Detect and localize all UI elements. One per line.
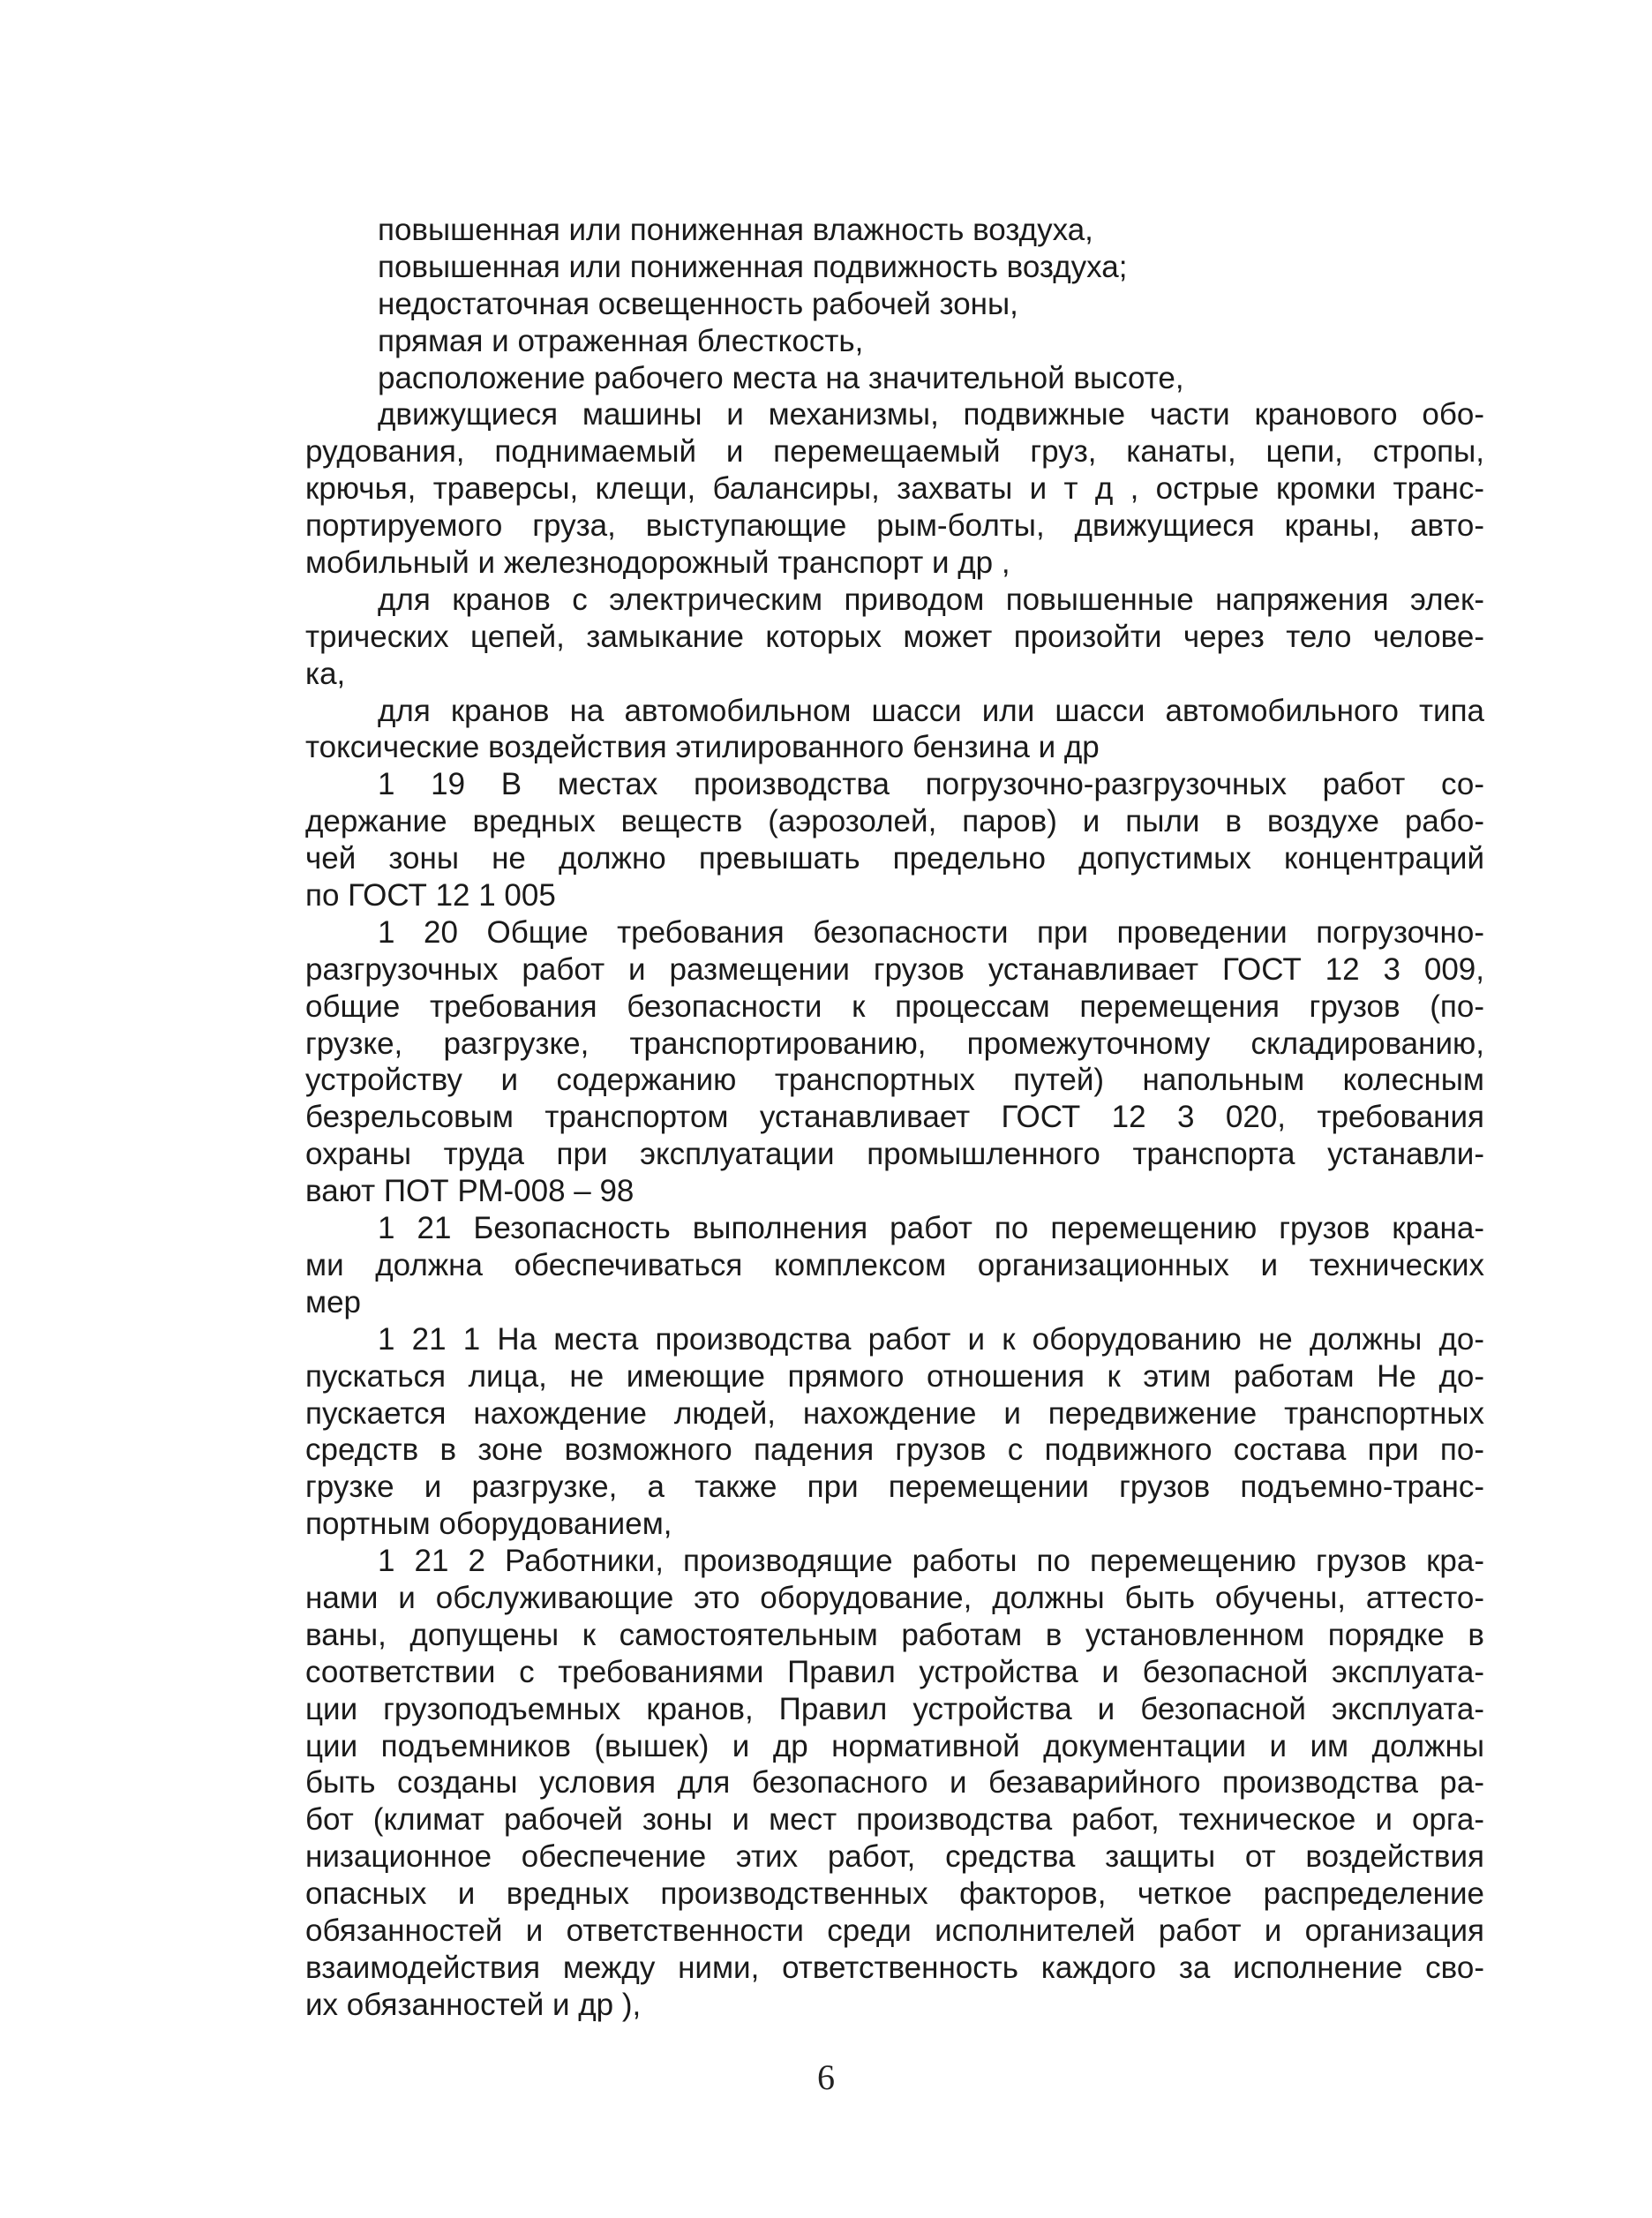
text-line: соответствии с требованиями Правил устройства и безопасной эксплуата- — [305, 1654, 1484, 1689]
text-line: мер — [305, 1284, 361, 1320]
text-line: 1 21 Безопасность выполнения работ по перемещению грузов крана- — [378, 1211, 1484, 1246]
page-number: 6 — [817, 2057, 835, 2097]
text-line: трических цепей, замыкание которых может произойти через тело челове- — [305, 619, 1484, 654]
text-line: ции подъемников (вышек) и др нормативной документации и им должны — [305, 1728, 1484, 1763]
text-line: для кранов на автомобильном шасси или шасси автомобильного типа — [378, 693, 1484, 728]
text-line: расположение рабочего места на значительной высоте, — [378, 360, 1184, 395]
text-line: ка, — [305, 656, 346, 691]
text-line: нами и обслуживающие это оборудование, должны быть обучены, аттесто- — [305, 1580, 1484, 1615]
text-line: мобильный и железнодорожный транспорт и др , — [305, 545, 1010, 581]
text-line: пускаться лица, не имеющие прямого отношения к этим работам Не до- — [305, 1358, 1484, 1394]
text-line: 1 21 2 Работники, производящие работы по перемещению грузов кра- — [378, 1544, 1484, 1579]
text-line: грузке, разгрузке, транспортированию, промежуточному складированию, — [305, 1026, 1484, 1061]
text-line: по ГОСТ 12 1 005 — [305, 878, 556, 914]
text-line: прямая и отраженная блесткость, — [378, 323, 864, 358]
text-line: быть созданы условия для безопасного и безаварийного производства ра- — [305, 1765, 1484, 1801]
text-line: рудования, поднимаемый и перемещаемый груз, канаты, цепи, стропы, — [305, 434, 1484, 470]
text-line: чей зоны не должно превышать предельно допустимых концентраций — [305, 841, 1484, 876]
text-line: для кранов с электрическим приводом повышенные напряжения элек- — [378, 582, 1484, 617]
text-line: пускается нахождение людей, нахождение и передвижение транспортных — [305, 1395, 1484, 1431]
text-line: держание вредных веществ (аэрозолей, паров) и пыли в воздухе рабо- — [305, 804, 1484, 839]
text-line: ми должна обеспечиваться комплексом организационных и технических — [305, 1247, 1484, 1282]
text-line: взаимодействия между ними, ответственность каждого за исполнение сво- — [305, 1950, 1484, 1985]
text-line: опасных и вредных производственных факторов, четкое распределение — [305, 1876, 1484, 1912]
text-line: вают ПОТ РМ-008 – 98 — [305, 1174, 635, 1209]
text-line: устройству и содержанию транспортных путей) напольным колесным — [305, 1063, 1484, 1098]
text-line: ваны, допущены к самостоятельным работам в установленном порядке в — [305, 1617, 1484, 1652]
text-line: их обязанностей и др ), — [305, 1987, 642, 2022]
text-line: низационное обеспечение этих работ, средства защиты от воздействия — [305, 1839, 1484, 1875]
text-line: общие требования безопасности к процессам перемещения грузов (по- — [305, 989, 1484, 1024]
text-line: безрельсовым транспортом устанавливает ГОСТ 12 3 020, требования — [305, 1100, 1484, 1135]
text-line: 1 21 1 На места производства работ и к оборудованию не должны до- — [378, 1321, 1484, 1357]
text-line: охраны труда при эксплуатации промышленного транспорта устанавли- — [305, 1137, 1484, 1172]
text-line: повышенная или пониженная влажность воздуха, — [378, 213, 1093, 247]
text-line: портным оборудованием, — [305, 1507, 672, 1542]
text-line: средств в зоне возможного падения грузов с подвижного состава при по- — [305, 1432, 1484, 1468]
text-line: грузке и разгрузке, а также при перемещении грузов подъемно-транс- — [305, 1470, 1484, 1505]
text-line: разгрузочных работ и размещении грузов устанавливает ГОСТ 12 3 009, — [305, 951, 1484, 987]
text-line: портируемого груза, выступающие рым-болты, движущиеся краны, авто- — [305, 508, 1484, 544]
text-line: обязанностей и ответственности среди исполнителей работ и организация — [305, 1913, 1484, 1948]
text-line: токсические воздействия этилированного бензина и др — [305, 730, 1100, 765]
text-line: недостаточная освещенность рабочей зоны, — [378, 286, 1018, 321]
text-line: бот (климат рабочей зоны и мест производства работ, техническое и орга- — [305, 1802, 1484, 1838]
text-line: повышенная или пониженная подвижность воздуха; — [378, 249, 1128, 284]
text-line: 1 19 В местах производства погрузочно-разгрузочных работ со- — [378, 767, 1484, 802]
text-line: движущиеся машины и механизмы, подвижные части кранового обо- — [378, 397, 1484, 432]
text-line: ции грузоподъемных кранов, Правил устройства и безопасной эксплуата- — [305, 1691, 1484, 1726]
text-line: крючья, траверсы, клещи, балансиры, захваты и т д , острые кромки транс- — [305, 471, 1484, 507]
body-text — [305, 212, 1484, 2024]
text-line: 1 20 Общие требования безопасности при проведении погрузочно- — [378, 914, 1484, 950]
